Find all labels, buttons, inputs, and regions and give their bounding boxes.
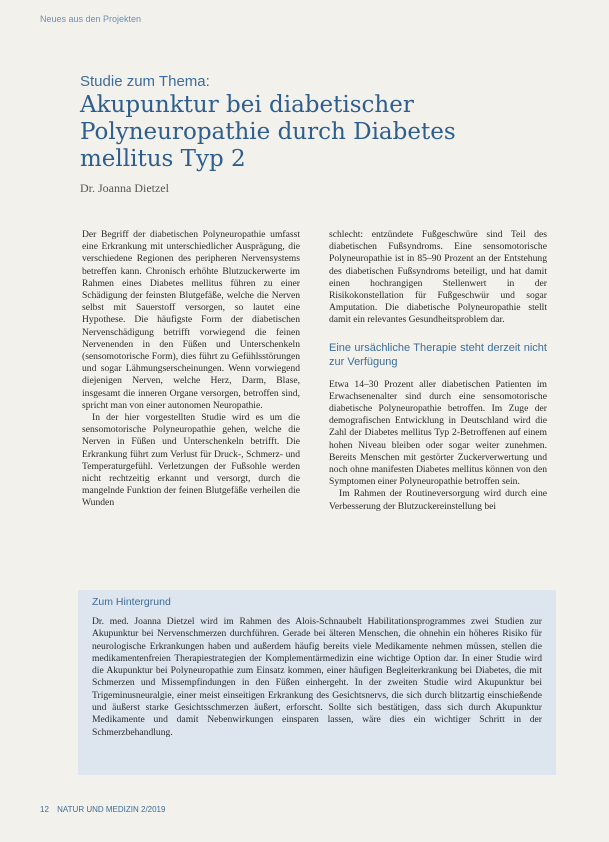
body-paragraph: In der hier vorgestellten Studie wird es um die sensomotorische Polyneuropathie gehen, welche die Nerven in Füßen und Unterschenkeln betrifft. Die Erkrankung führt zum Verlust für Druck-, Schmerz- und Temperaturgefühl. Verletzungen der Fußsohle werden nicht rechtzeitig erkannt und versorgt, durch die mangelnde Funktion der feinen Blutgefäße verheilen die Wunden [82,412,300,509]
body-paragraph: Etwa 14–30 Prozent aller diabetischen Patienten im Erwachsenenalter sind durch eine sensomotorische diabetische Polyneuropathie betroffen. Im Zuge der demografischen Entwicklung in Deutschland wird die Zahl der Diabetes mellitus Typ 2-Betroffenen auf einem hohen Niveau bleiben oder sogar weiter zunehmen. Bereits Menschen mit gestörter Zuckerverwertung und noch ohne manifesten Diabetes mellitus können von den Symptomen einer Polyneuropathie betroffen sein. [329,378,547,488]
page-number: 12 [40,805,49,814]
article-author: Dr. Joanna Dietzel [80,181,169,195]
publication-name: NATUR UND MEDIZIN 2/2019 [57,805,166,814]
running-head: Neues aus den Projekten [40,14,142,24]
background-info-box [78,590,556,775]
article-title: Akupunktur bei diabetischer Polyneuropathie durch Diabetes mellitus Typ 2 [80,92,456,172]
body-column-left [82,229,300,510]
section-subheading: Eine ursächliche Therapie steht derzeit nicht zur Verfügung [329,341,547,368]
page-footer [40,805,165,814]
body-paragraph: Im Rahmen der Routineversorgung wird durch eine Verbesserung der Blutzuckereinstellung bei [329,488,547,512]
box-text: Dr. med. Joanna Dietzel wird im Rahmen des Alois-Schnaubelt Habilitationsprogrammes zwei Studien zur Akupunktur bei Nervenschmerzen durchführen. Gerade bei älteren Menschen, die ohnehin ein höheres Risiko für neurologische Erkrankungen haben und außerdem häufig bereits viele Medikamente nehmen müssen, stellen die medikamentenfreien Therapiestrategien der Komplementärmedizin eine wichtige Option dar. In einer Studie wird die Akupunktur bei Polyneuropathie zum Einsatz kommen, einer häufigen Begleiterkrankung bei Diabetes, die mit Schmerzen und Missempfindungen in den Füßen einhergeht. In der zweiten Studie wird Akupunktur bei Trigeminusneuralgie, einer meist einseitigen Erkrankung des Gesichtsnervs, die sich durch blitzartig einschießende und äußerst starke Gesichtsschmerzen äußert, erforscht. Sollte sich bestätigen, dass sich durch Akupunktur Medikamente und damit Nebenwirkungen einsparen lassen, wäre dies ein wichtiger Schritt in der Schmerzbehandlung. [92,616,542,738]
box-title: Zum Hintergrund [92,596,171,608]
article-kicker: Studie zum Thema: [80,73,210,90]
body-paragraph: schlecht: entzündete Fußgeschwüre sind Teil des diabetischen Fußsyndroms. Eine sensomotorische Polyneuropathie ist in 85–90 Prozent an der Entstehung des diabetischen Fußsyndroms beteiligt, und hat damit einen hochrangigen Stellenwert in der Risikokonstellation für Fußgeschwür und sogar Amputation. Die diabetische Polyneuropathie stellt damit ein relevantes Gesundheitsproblem dar. [329,229,547,326]
body-paragraph: Der Begriff der diabetischen Polyneuropathie umfasst eine Erkrankung mit unterschiedlicher Ausprägung, die verschiedene Regionen des peripheren Nervensystems betreffen kann. Chronisch erhöhte Blutzuckerwerte im Rahmen eines Diabetes mellitus führen zu einer Schädigung der feinsten Blutgefäße, welche die Nerven selbst mit Sauerstoff versorgen, so lautet eine Hypothese. Die häufigste Form der diabetischen Nervenschädigung betrifft vorwiegend die feinen Nervenenden in den Füßen und Unterschenkeln (sensomotorische Form), dies führt zu Gefühlsstörungen und sogar Lähmungserscheinungen. Wenn vorwiegend diejenigen Nerven, welche Herz, Darm, Blase, insgesamt die inneren Organe versorgen, betroffen sind, spricht man von einer autonomen Neuropathie. [82,229,300,411]
body-column-right [329,229,547,513]
